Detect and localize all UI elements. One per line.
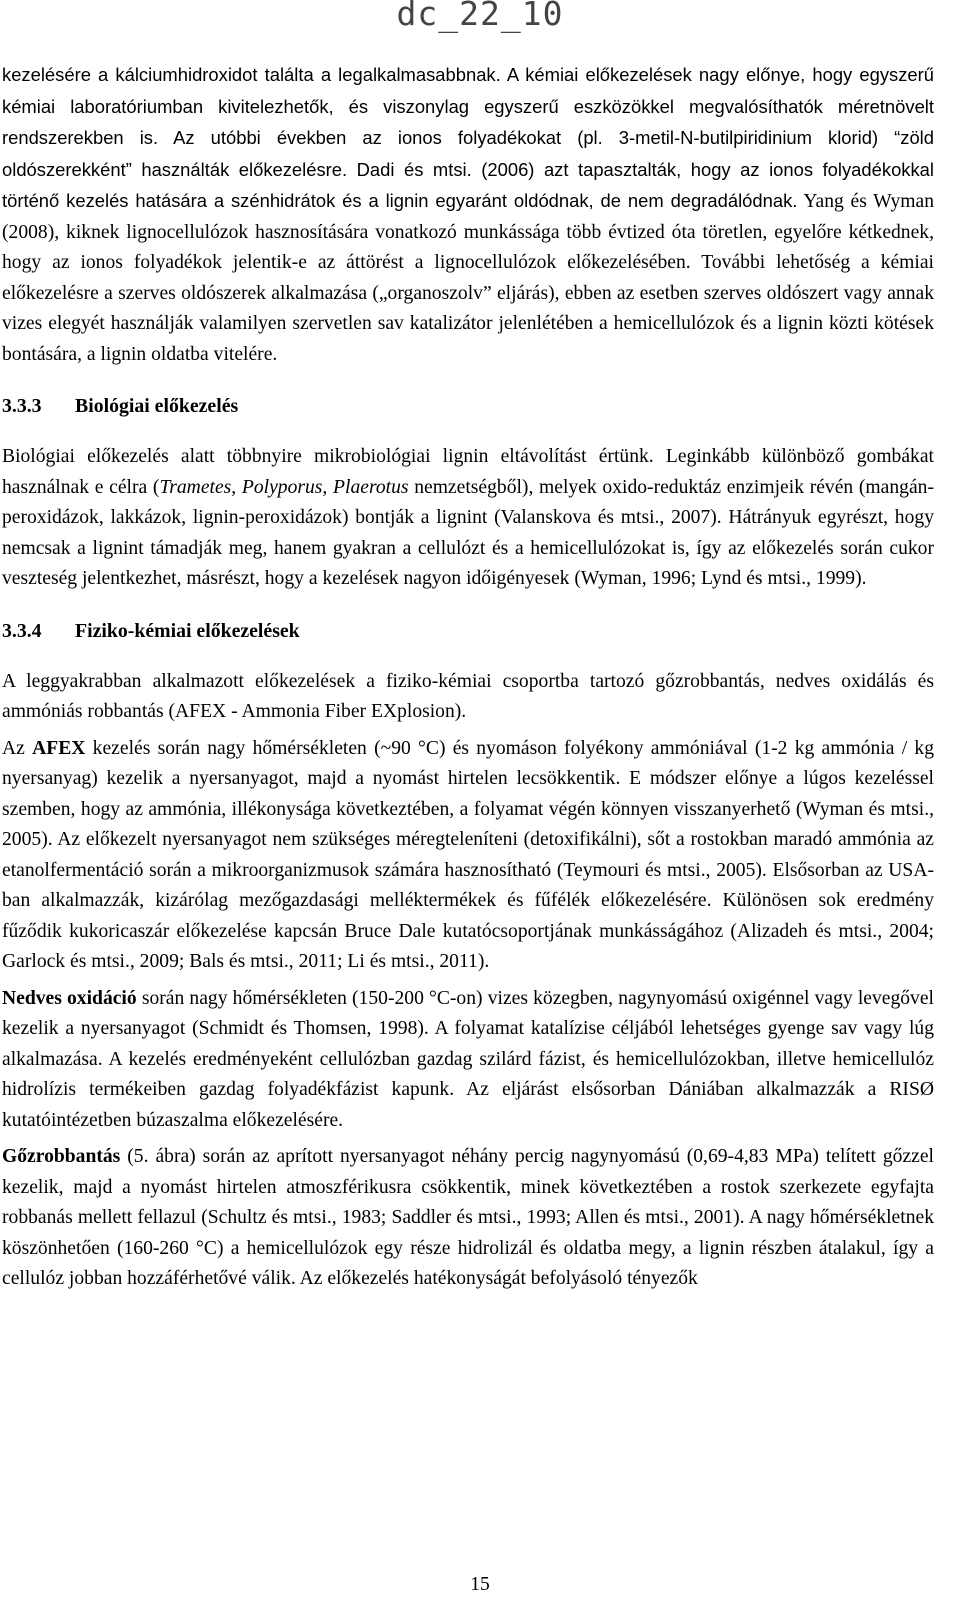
paragraph-afex [2, 734, 934, 978]
paragraph-text: Yang és Wyman (2008), kiknek lignocellulózok hasznosítására vonatkozó munkássága több évtized óta töretlen, egyelőre kétkednek, hogy az ionos folyadékok jelentik-e az áttörést a lignocellulózok előkezelésében. További lehetőség a kémiai előkezelésre a szerves oldószerek alkalmazása („organoszolv” eljárás), ebben az esetben szerves oldószert vagy annak vizes elegyét használják valamilyen szervetlen sav katalizátor jelenlétében a hemicellulózok és a lignin közti kötések bontására, a lignin oldatba vitelére. [2, 191, 934, 365]
term-steam-explosion: Gőzrobbantás [2, 1146, 121, 1167]
paragraph-text: során nagy hőmérsékleten (150-200 °C-on) vizes közegben, nagynyomású oxigénnel vagy levegővel kezelik a nyersanyagot (Schmidt és Thomsen, 1998). A folyamat katalízise céljából lehetséges gyenge sav vagy lúg alkalmazása. A kezelés eredményeként cellulózban gazdag szilárd fázist, és hemicellulózokban, illetve hemicellulóz hidrolízis termékeiben gazdag folyadékfázist kapunk. Az eljárást elsősorban Dániában alkalmazzák a RISØ kutatóintézetben búzaszalma előkezelésére. [2, 987, 934, 1131]
term-afex: AFEX [32, 737, 86, 759]
section-title: Fiziko-kémiai előkezelések [75, 619, 300, 642]
paragraph-text: (5. ábra) során az aprított nyersanyagot néhány percig nagynyomású (0,69-4,83 MPa) telített gőzzel kezelik, majd a nyomást hirtelen atmoszférikusra csökkentik, minek következtében a rostok szerkezete egyfajta robbanás mellett fellazul (Schultz és mtsi., 1983; Saddler és mtsi., 1993; Allen és mtsi., 2001). A nagy hőmérsékletnek köszönhetően (160-260 °C) a hemicellulózok egy része hidrolizál és oldatba megy, a lignin részben átalakul, így a cellulóz jobban hozzáférhetővé válik. Az előkezelés hatékonyságát befolyásoló tényezők [2, 1146, 934, 1289]
paragraph-text: kezelés során nagy hőmérsékleten (~90 °C) és nyomáson folyékony ammóniával (1-2 kg ammónia / kg nyersanyag) kezelik a nyersanyagot, majd a nyomást hirtelen lecsökkentik. E módszer előnye a lúgos kezeléssel szemben, hogy az ammónia, illékonysága következtében, a folyamat végén könnyen visszanyerhető (Wyman és mtsi., 2005). Az előkezelt nyersanyagot nem szükséges méregteleníteni (detoxifikálni), sőt a rostokban maradó ammónia az etanolfermentáció során a mikroorganizmusok számára hasznosítható (Teymouri és mtsi., 2005). Elsősorban az USA-ban alkalmazzák, kizárólag mezőgazdasági melléktermékek és fűfélék előkezelésére. Különösen sok eredmény fűződik kukoricaszár előkezelése kapcsán Bruce Dale kutatócsoportjának munkásságához (Alizadeh és mtsi., 2004; Garlock és mtsi., 2009; Bals és mtsi., 2011; Li és mtsi., 2011). [2, 737, 934, 972]
paragraph-text: Biológiai előkezelés alatt többnyire mikrobiológiai lignin eltávolítást értünk. Leginkább különböző gombákat használnak e célra ( [2, 446, 934, 498]
page-number: 15 [470, 1574, 490, 1595]
section-number: 3.3.3 [2, 395, 42, 417]
paragraph-chemical-pretreatment [2, 60, 934, 370]
document-id-header: dc_22_10 [396, 0, 564, 33]
paragraph-biological-pretreatment [2, 442, 934, 595]
section-heading-physicochemical [2, 616, 934, 646]
term-wet-oxidation: Nedves oxidáció [2, 987, 137, 1009]
fungal-genera: Trametes, Polyporus, Plaerotus [159, 476, 409, 498]
paragraph-wet-oxidation [2, 984, 934, 1137]
paragraph-text: Az [2, 737, 33, 759]
section-title: Biológiai előkezelés [75, 395, 239, 417]
paragraph-physicochemical-intro: A leggyakrabban alkalmazott előkezelések a fiziko-kémiai csoportba tartozó gőzrobbantás, nedves oxidálás és ammóniás robbantás (AFEX - Ammonia Fiber EXplosion). [2, 670, 934, 722]
paragraph-steam-explosion [2, 1142, 934, 1295]
paragraph-text: nemzetségből), melyek oxido-reduktáz enzimjeik révén (mangán-peroxidázok, lakkázok, lignin-peroxidázok) bontják a lignint (Valanskova és mtsi., 2007). Hátrányuk egyrészt, hogy nemcsak a lignint támadják meg, hanem gyakran a cellulózt és a hemicellulózokat is, így az előkezelés során cukor veszteség jelentkezhet, másrészt, hogy a kezelések nagyon időigényesek (Wyman, 1996; Lynd és mtsi., 1999). [2, 476, 934, 589]
section-number: 3.3.4 [2, 619, 42, 642]
paragraph-text-sans: kezelésére a kálciumhidroxidot találta a legalkalmasabbnak. A kémiai előkezelések nagy előnye, hogy egyszerű kémiai laboratóriumban kivitelezhetők, és viszonylag egyszerű eszközökkel megvalósíthatók méretnövelt rendszerekben is. Az utóbbi években az ionos folyadékokat (pl. 3-metil-N-butilpiridinium klorid) “zöld oldószerekként” használták előkezelésre. Dadi és mtsi. (2006) azt tapasztalták, hogy az ionos folyadékokkal történő kezelés hatására a szénhidrátok és a lignin egyaránt oldódnak, de nem degradálódnak. [2, 64, 934, 211]
page-body [2, 60, 934, 1295]
section-heading-biological [2, 391, 934, 421]
